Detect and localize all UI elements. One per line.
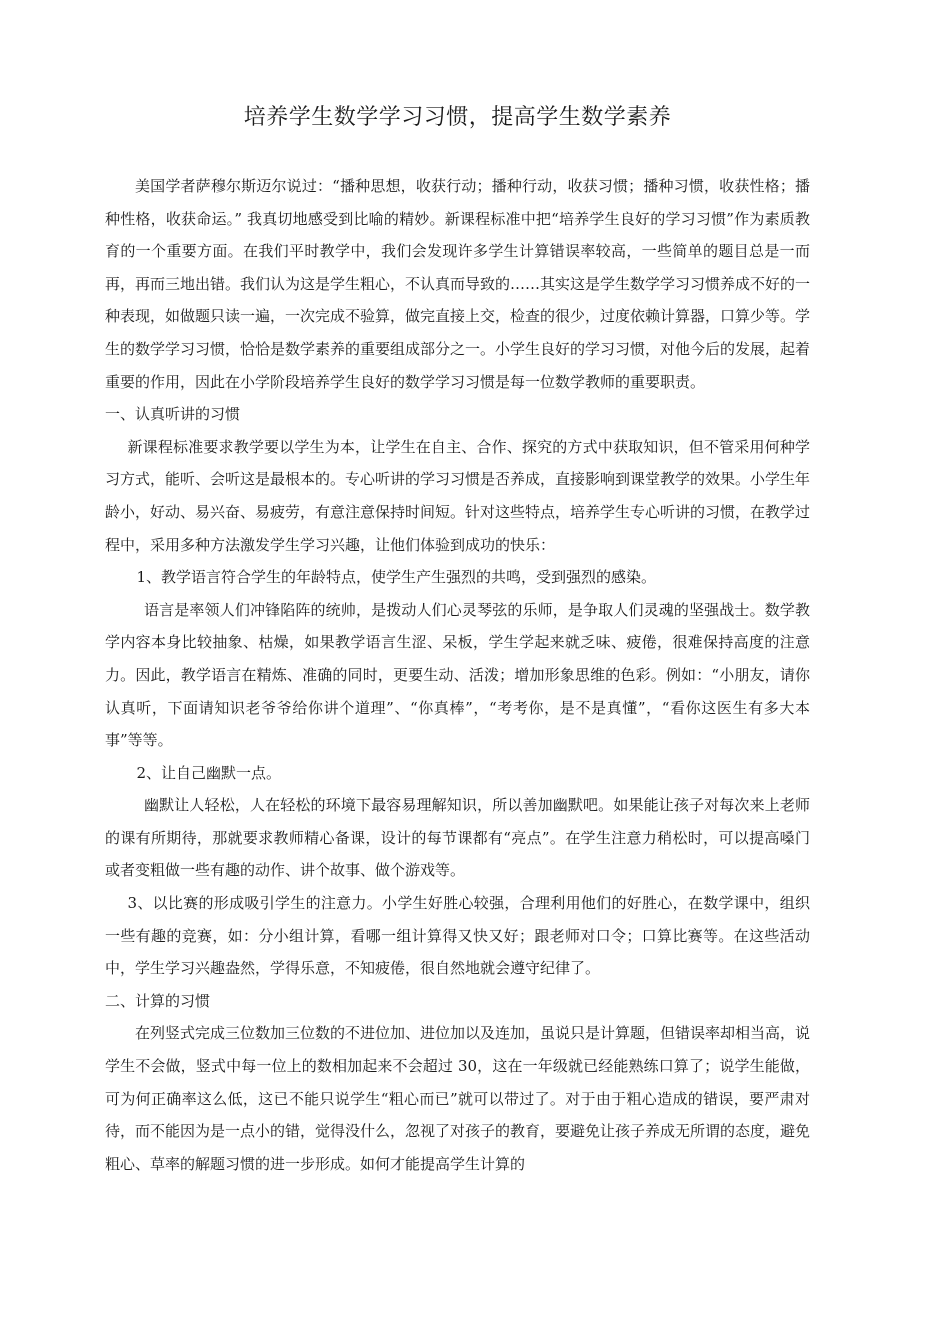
document-page — [105, 100, 810, 1180]
list-item-competition: 3、以比赛的形成吸引学生的注意力。小学生好胜心较强，合理利用他们的好胜心，在数学课中，组织一些有趣的竞赛，如：分小组计算，看哪一组计算得又快又好；跟老师对口令；口算比赛等。在这些活动中，学生学习兴趣盎然，学得乐意，不知疲倦，很自然地就会遵守纪律了。 — [105, 894, 810, 978]
list-item-teaching-language: 1、教学语言符合学生的年龄特点，使学生产生强烈的共鸣，受到强烈的感染。 — [136, 568, 657, 587]
document-title: 培养学生数学学习习惯，提高学生数学素养 — [243, 105, 672, 130]
humor-paragraph: 幽默让人轻松，人在轻松的环境下最容易理解知识，所以善加幽默吧。如果能让孩子对每次来上老师的课有所期待，那就要求教师精心备课，设计的每节课都有“亮点”。在学生注意力稍松时，可以提高嗓门或者变粗做一些有趣的动作、讲个故事、做个游戏等。 — [105, 796, 810, 880]
intro-paragraph: 美国学者萨穆尔斯迈尔说过：“播种思想，收获行动；播种行动，收获习惯；播种习惯，收获性格；播种性格，收获命运。” 我真切地感受到比喻的精妙。新课程标准中把“培养学生良好的学习习惯”作为素质教育的一个重要方面。在我们平时教学中，我们会发现许多学生计算错误率较高，一些简单的题目总是一而再，再而三地出错。我们认为这是学生粗心，不认真而导致的……其实这是学生数学学习习惯养成不好的一种表现，如做题只读一遍，一次完成不验算，做完直接上交，检查的很少，过度依赖计算器，口算少等。学生的数学学习习惯，恰恰是数学素养的重要组成部分之一。小学生良好的学习习惯，对他今后的发展，起着重要的作用，因此在小学阶段培养学生良好的数学学习习惯是每一位数学教师的重要职责。 — [105, 177, 811, 391]
list-item-humor: 2、让自己幽默一点。 — [136, 763, 282, 782]
teaching-language-paragraph: 语言是率领人们冲锋陷阵的统帅，是拨动人们心灵琴弦的乐师，是争取人们灵魂的坚强战士。数学教学内容本身比较抽象、枯燥，如果教学语言生涩、呆板，学生学起来就乏味、疲倦，很难保持高度的注意力。因此，教学语言在精炼、准确的同时，更要生动、活泼；增加形象思维的色彩。例如：“小朋友，请你认真听，下面请知识老爷爷给你讲个道理”、“你真棒”，“考考你，是不是真懂”，“看你这医生有多大本事”等等。 — [105, 600, 810, 750]
calculation-paragraph: 在列竖式完成三位数加三位数的不进位加、进位加以及连加，虽说只是计算题，但错误率却相当高，说学生不会做，竖式中每一位上的数相加起来不会超过 30，这在一年级就已经能熟练口算了；说学生能做，可为何正确率这么低，这已不能只说学生“粗心而已”就可以带过了。对于由于粗心造成的错误，要严肃对待，而不能因为是一点小的错，觉得没什么，忽视了对孩子的教育，要避免让孩子养成无所谓的态度，避免粗心、草率的解题习惯的进一步形成。如何才能提高学生计算的 — [105, 1024, 811, 1173]
section-heading-listening: 一、认真听讲的习惯 — [105, 405, 241, 424]
section-heading-calculation: 二、计算的习惯 — [105, 991, 211, 1010]
listening-paragraph: 新课程标准要求教学要以学生为本，让学生在自主、合作、探究的方式中获取知识，但不管采用何种学习方式，能听、会听这是最根本的。专心听讲的学习习惯是否养成，直接影响到课堂教学的效果。小学生年龄小，好动、易兴奋、易疲劳，有意注意保持时间短。针对这些特点，培养学生专心听讲的习惯，在教学过程中，采用多种方法激发学生学习兴趣，让他们体验到成功的快乐： — [105, 437, 811, 554]
